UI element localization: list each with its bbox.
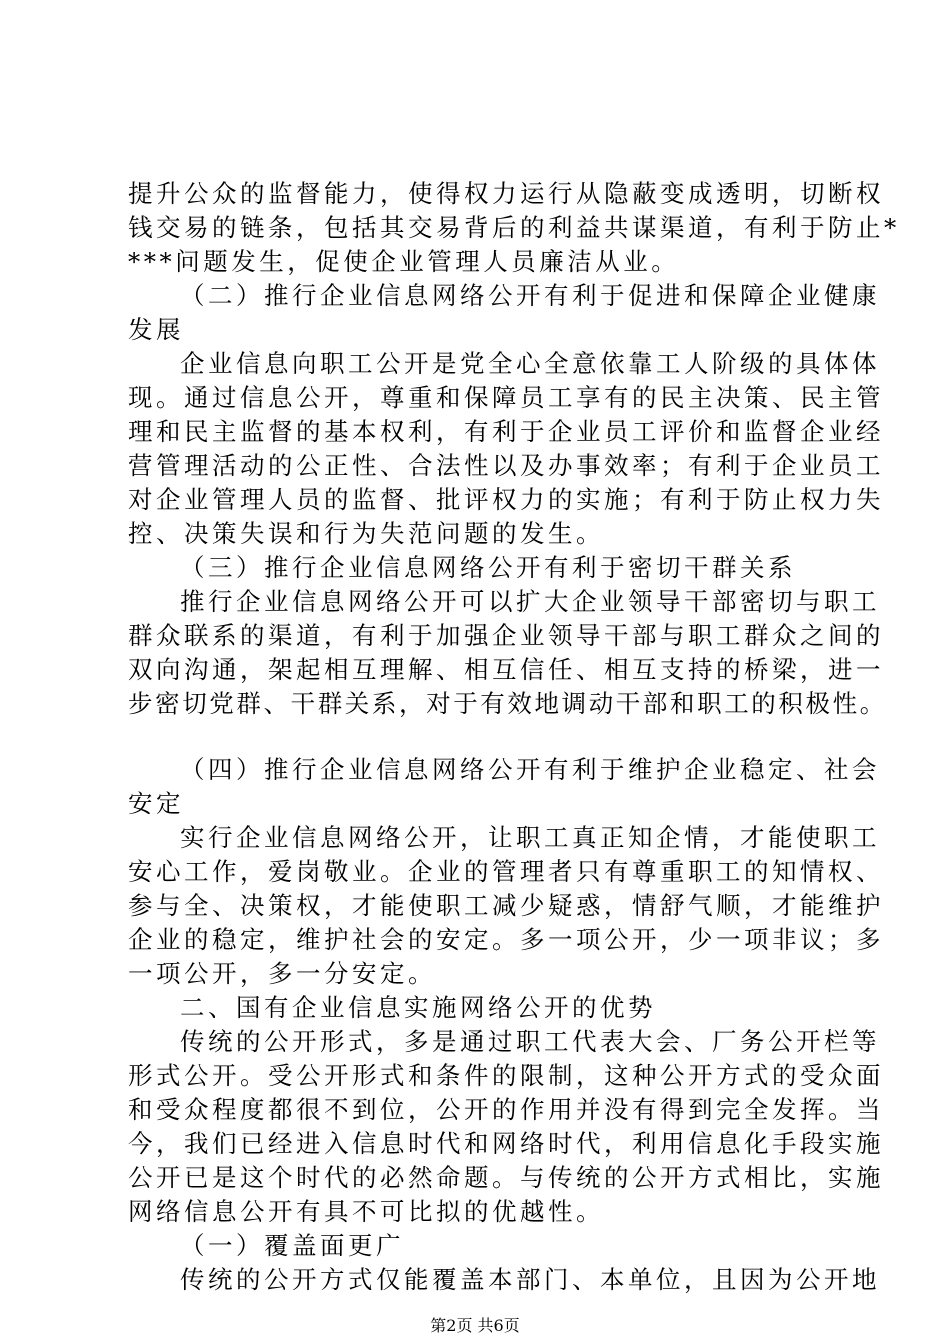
text-line: 企业信息向职工公开是党全心全意依靠工人阶级的具体体 — [180, 349, 880, 378]
text-line: 和受众程度都很不到位，公开的作用并没有得到完全发挥。当 — [128, 1095, 884, 1124]
text-line: 一项公开，多一分安定。 — [128, 959, 436, 988]
text-line: 双向沟通，架起相互理解、相互信任、相互支持的桥梁，进一 — [128, 655, 884, 684]
text-line: 参与全、决策权，才能使职工减少疑惑，情舒气顺，才能维护 — [128, 891, 884, 920]
text-line: 传统的公开方式仅能覆盖本部门、本单位，且因为公开地 — [180, 1265, 880, 1294]
section-heading-continued: 发展 — [128, 315, 184, 344]
section-heading: （四）推行企业信息网络公开有利于维护企业稳定、社会 — [180, 755, 880, 784]
text-line: 群众联系的渠道，有利于加强企业领导干部与职工群众之间的 — [128, 621, 884, 650]
text-line: 形式公开。受公开形式和条件的限制，这种公开方式的受众面 — [128, 1061, 884, 1090]
text-line: 推行企业信息网络公开可以扩大企业领导干部密切与职工 — [180, 587, 880, 616]
section-heading: （三）推行企业信息网络公开有利于密切干群关系 — [180, 553, 796, 582]
text-line: 今，我们已经进入信息时代和网络时代，利用信息化手段实施 — [128, 1129, 884, 1158]
text-line: 实行企业信息网络公开，让职工真正知企情，才能使职工 — [180, 823, 880, 852]
text-line: 营管理活动的公正性、合法性以及办事效率；有利于企业员工 — [128, 451, 884, 480]
text-line: 公开已是这个时代的必然命题。与传统的公开方式相比，实施 — [128, 1163, 884, 1192]
text-line: 提升公众的监督能力，使得权力运行从隐蔽变成透明，切断权 — [128, 179, 884, 208]
text-line: 安心工作，爱岗敬业。企业的管理者只有尊重职工的知情权、 — [128, 857, 884, 886]
text-line: ***问题发生，促使企业管理人员廉洁从业。 — [128, 247, 680, 276]
text-line: 步密切党群、干群关系，对于有效地调动干部和职工的积极性。 — [128, 689, 887, 718]
text-line: 企业的稳定，维护社会的安定。多一项公开，少一项非议；多 — [128, 925, 884, 954]
page-number-footer: 第2页 共6页 — [430, 1316, 520, 1335]
section-heading: （二）推行企业信息网络公开有利于促进和保障企业健康 — [180, 281, 880, 310]
section-heading-continued: 安定 — [128, 789, 184, 818]
text-line: 网络信息公开有具不可比拟的优越性。 — [128, 1197, 604, 1226]
text-line: 传统的公开形式，多是通过职工代表大会、厂务公开栏等 — [180, 1027, 880, 1056]
text-line: 现。通过信息公开，尊重和保障员工享有的民主决策、民主管 — [128, 383, 884, 412]
text-line: 对企业管理人员的监督、批评权力的实施；有利于防止权力失 — [128, 485, 884, 514]
section-heading: （一）覆盖面更广 — [180, 1231, 404, 1260]
text-line: 理和民主监督的基本权利，有利于企业员工评价和监督企业经 — [128, 417, 884, 446]
text-line: 钱交易的链条，包括其交易背后的利益共谋渠道，有利于防止* — [128, 213, 900, 242]
section-heading: 二、国有企业信息实施网络公开的优势 — [180, 993, 656, 1022]
text-line: 控、决策失误和行为失范问题的发生。 — [128, 519, 604, 548]
